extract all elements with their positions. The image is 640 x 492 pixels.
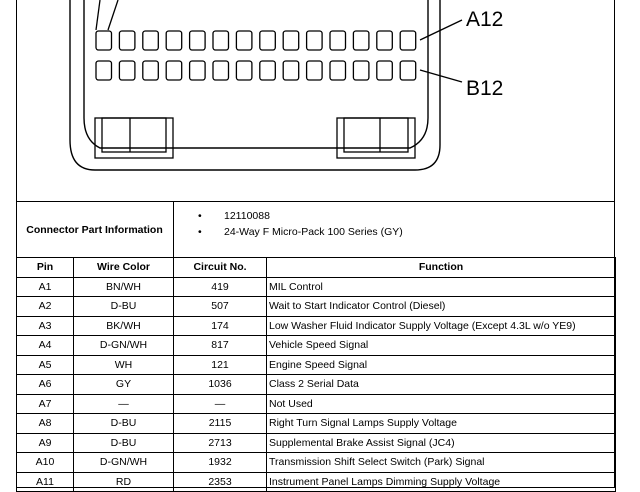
wire-color-cell: GY (74, 375, 174, 395)
connector-housing (70, 0, 440, 170)
pin-cavity-a (260, 31, 276, 50)
table-row (17, 414, 616, 434)
circuit-cell: 1932 (174, 453, 267, 473)
circuit-cell: 507 (174, 297, 267, 317)
pin-cavity-a (119, 31, 134, 50)
table-header-row (17, 258, 616, 278)
table-row (17, 316, 616, 336)
wire-color-cell: WH (74, 355, 174, 375)
pin-cavity-a (283, 31, 299, 50)
pin-cell: A7 (17, 394, 74, 414)
circuit-cell: 2713 (174, 433, 267, 453)
wire-color-cell: D-BU (74, 414, 174, 434)
pin-table (16, 257, 616, 492)
pin-cell: A3 (17, 316, 74, 336)
pin-cavity-b (96, 61, 112, 80)
pin-cavity-a (190, 31, 206, 50)
pin-cavity-a (96, 31, 112, 50)
function-cell: Vehicle Speed Signal (267, 336, 616, 356)
wire-color-cell: RD (74, 472, 174, 492)
function-cell: Not Used (267, 394, 616, 414)
pin-cell: A6 (17, 375, 74, 395)
pin-cavity-b (307, 61, 323, 80)
pin-cell: A11 (17, 472, 74, 492)
pin-cavity-b (283, 61, 299, 80)
pin-cavity-a (400, 31, 416, 50)
bullet-icon: • (198, 226, 202, 238)
pin-cell: A2 (17, 297, 74, 317)
pin-cell: A5 (17, 355, 74, 375)
pin-cavity-a (236, 31, 252, 50)
header-function: Function (267, 258, 616, 278)
function-cell: Instrument Panel Lamps Dimming Supply Voltage (267, 472, 616, 492)
circuit-cell: 1036 (174, 375, 267, 395)
pin-cell: A4 (17, 336, 74, 356)
pin-cavity-a (166, 31, 182, 50)
connector-part-number: 12110088 (224, 210, 270, 222)
pin-cavity-b (400, 61, 416, 80)
table-row (17, 472, 616, 492)
wire-color-cell: D-GN/WH (74, 453, 174, 473)
table-row (17, 453, 616, 473)
pin-cavity-b (166, 61, 182, 80)
function-cell: Low Washer Fluid Indicator Supply Voltage (Except 4.3L w/o YE9) (267, 316, 616, 336)
pin-cavity-b (330, 61, 346, 80)
pin-cavity-b (119, 61, 134, 80)
table-row (17, 297, 616, 317)
wire-color-cell: BK/WH (74, 316, 174, 336)
wire-color-cell: D-BU (74, 433, 174, 453)
pin-cell: A9 (17, 433, 74, 453)
pin-row-b (96, 61, 416, 80)
function-cell: Supplemental Brake Assist Signal (JC4) (267, 433, 616, 453)
connector-description: 24-Way F Micro-Pack 100 Series (GY) (224, 226, 403, 238)
function-cell: Class 2 Serial Data (267, 375, 616, 395)
connector-latch-left (95, 118, 173, 158)
table-row (17, 336, 616, 356)
circuit-cell: 174 (174, 316, 267, 336)
pin-cavity-a (330, 31, 346, 50)
function-cell: Right Turn Signal Lamps Supply Voltage (267, 414, 616, 434)
circuit-cell: 121 (174, 355, 267, 375)
pin-wire-lines (96, 0, 462, 82)
table-row (17, 433, 616, 453)
pin-label-a12: A12 (466, 8, 504, 31)
table-row (17, 394, 616, 414)
wire-color-cell: D-BU (74, 297, 174, 317)
pin-cavity-b (190, 61, 206, 80)
pin-cavity-b (377, 61, 393, 80)
table-row (17, 375, 616, 395)
circuit-cell: 2115 (174, 414, 267, 434)
pin-cell: A8 (17, 414, 74, 434)
pin-cavity-b (236, 61, 252, 80)
function-cell: Wait to Start Indicator Control (Diesel) (267, 297, 616, 317)
connector-info-title: Connector Part Information (16, 202, 174, 257)
circuit-cell: 817 (174, 336, 267, 356)
pin-cavity-a (307, 31, 323, 50)
connector-info-row (16, 201, 615, 257)
header-pin: Pin (17, 258, 74, 278)
pin-cavity-a (143, 31, 159, 50)
pin-cell: A10 (17, 453, 74, 473)
connector-latch-right (337, 118, 415, 158)
table-row (17, 355, 616, 375)
circuit-cell: — (174, 394, 267, 414)
wire-color-cell: BN/WH (74, 277, 174, 297)
pin-label-b12: B12 (466, 77, 504, 100)
function-cell: MIL Control (267, 277, 616, 297)
wire-color-cell: — (74, 394, 174, 414)
function-cell: Engine Speed Signal (267, 355, 616, 375)
pin-cavity-b (260, 61, 276, 80)
pin-cavity-b (353, 61, 369, 80)
wire-color-cell: D-GN/WH (74, 336, 174, 356)
pin-row-a (96, 31, 416, 50)
pin-cavity-a (353, 31, 369, 50)
table-row (17, 277, 616, 297)
pin-cell: A1 (17, 277, 74, 297)
pin-cavity-b (213, 61, 229, 80)
pin-cavity-a (377, 31, 393, 50)
pin-cavity-b (143, 61, 159, 80)
circuit-cell: 419 (174, 277, 267, 297)
header-circuit-no: Circuit No. (174, 258, 267, 278)
function-cell: Transmission Shift Select Switch (Park) Signal (267, 453, 616, 473)
connector-drawing (0, 0, 640, 201)
pin-cavity-a (213, 31, 229, 50)
header-wire-color: Wire Color (74, 258, 174, 278)
circuit-cell: 2353 (174, 472, 267, 492)
bullet-icon: • (198, 210, 202, 222)
